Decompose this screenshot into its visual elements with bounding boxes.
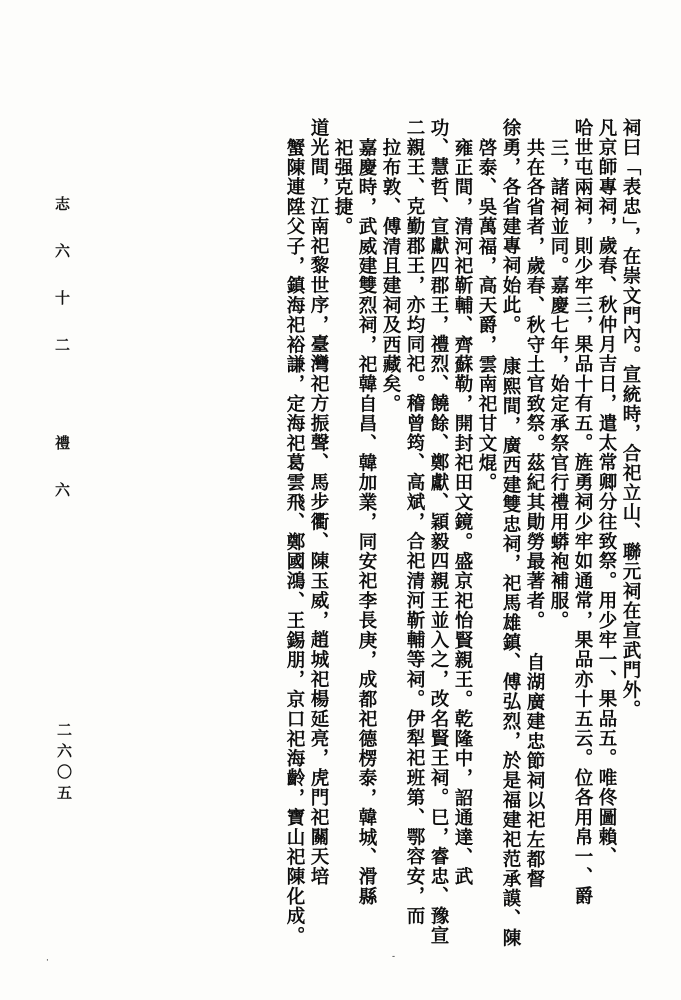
running-head bbox=[52, 196, 73, 504]
text-column: 道光間，江南祀黎世序，臺灣祀方振聲、馬步衢、陳玉威，趙城祀楊延亮，虎門祀關天培 bbox=[308, 118, 329, 887]
text-column: 祠曰「表忠」，在崇文門內。宣統時，合祀立山、聯元祠在宣武門外。 bbox=[620, 118, 641, 720]
text-column: 蟹陳連陞父子，鎮海祀裕謙，定海祀葛雲飛、鄭國鴻、王錫朋，京口祀海齡，寶山祀陳化成。 bbox=[284, 138, 305, 946]
running-head-volume: 志 六 十 二 bbox=[53, 196, 71, 359]
text-column: 二親王、克勤郡王，亦均同祀。稽曾筠、高斌，合祀清河靳輔等祠。伊犁祀班第、鄂容安，而 bbox=[404, 118, 425, 926]
text-column: 凡京師專祠，歲春、秋仲月吉日，遣太常卿分往致祭。用少牢一、果品五。唯佟圖賴、 bbox=[596, 118, 617, 867]
text-column: 共在各省者，歲春、秋守土官致祭。茲紀其勛勞最著者。 自湖廣建忠節祠以祀左都督 bbox=[524, 138, 545, 890]
corner-mark-bottom-right: - bbox=[391, 952, 395, 962]
text-column: 功、慧哲、宣獻四郡王，禮烈、饒餘、鄭獻、穎毅四親王並入之，改名賢王祠。巳，睿忠、豫宣 bbox=[428, 118, 449, 946]
corner-mark-bottom-left: · bbox=[46, 956, 49, 966]
page-number: 二六〇五 bbox=[55, 722, 73, 806]
text-column: 哈世屯兩祠，則少牢三，果品十有五。旌勇祠少牢如通常，果品亦十五云。位各用帛一、爵 bbox=[572, 118, 593, 906]
text-column: 拉布敦、傅清且建祠及西藏矣。 bbox=[380, 138, 401, 414]
text-column: 三，諸祠並同。嘉慶七年，始定承祭官行禮用蟒袍補服。 bbox=[548, 138, 569, 631]
text-column: 嘉慶時，武威建雙烈祠，祀韓自昌、韓加業，同安祀李長庚，成都祀德楞泰，韓城、滑縣 bbox=[356, 138, 377, 907]
text-column: 啓泰、吳萬福，高天爵，雲南祀甘文焜。 bbox=[476, 138, 497, 493]
body-text bbox=[279, 118, 641, 948]
text-column: 祀强克捷。 bbox=[332, 138, 353, 237]
running-head-section: 禮 六 bbox=[53, 435, 71, 504]
text-column: 雍正間，清河祀靳輔、齊蘇勒，開封祀田文鏡。盛京祀怡賢親王。乾隆中，詔通達、武 bbox=[452, 138, 473, 887]
text-column: 徐勇，各省建專祠始此。 康熙間，廣西建雙忠祠，祀馬雄鎮、傅弘烈，於是福建祀范承謨、陳 bbox=[500, 118, 521, 948]
